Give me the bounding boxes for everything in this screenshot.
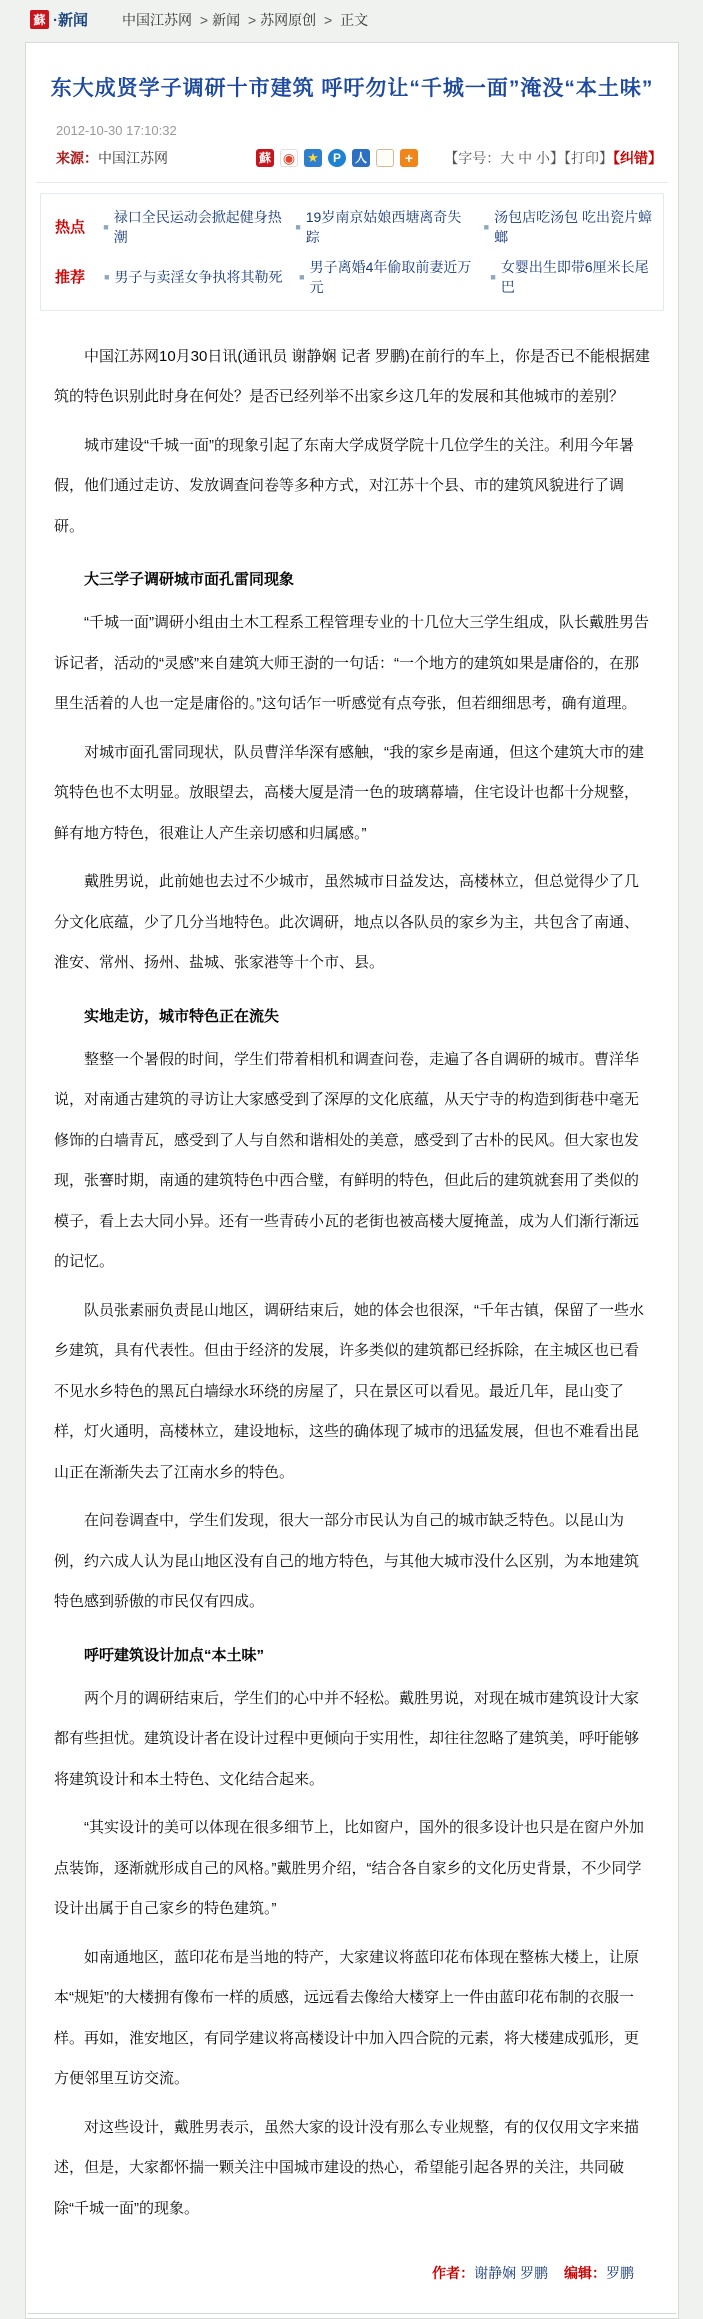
hot-link xyxy=(299,257,480,297)
hot-links-box xyxy=(40,193,664,311)
breadcrumb-separator: > xyxy=(199,11,209,28)
paragraph: 在问卷调查中，学生们发现，很大一部分市民认为自己的城市缺乏特色。以昆山为例，约六成人认为昆山地区没有自己的地方特色，与其他大城市没什么区别，为本地建筑特色感到骄傲的市民仅有四成。 xyxy=(54,1512,640,1610)
paragraph: “其实设计的美可以体现在很多细节上，比如窗户，国外的很多设计也只是在窗户外加点装饰，逐渐就形成自己的风格。”戴胜男介绍，“结合各自家乡的文化历史背景，不少同学设计出属于自己家乡的特色建筑。” xyxy=(54,1819,644,1917)
bullet-icon: ■ xyxy=(103,221,109,232)
article-credits xyxy=(26,2237,678,2313)
top-navigation-bar xyxy=(0,0,703,36)
editor-value: 罗鹏 xyxy=(606,2265,634,2281)
hot-link xyxy=(295,207,473,247)
share-toolbar xyxy=(256,149,418,167)
hot-row xyxy=(55,202,663,252)
source-info xyxy=(56,148,168,168)
su-logo-icon[interactable]: 蘇 xyxy=(30,10,49,29)
hot-link xyxy=(103,207,285,247)
source-label: 来源： xyxy=(56,149,98,166)
paragraph: 整整一个暑假的时间，学生们带着相机和调查问卷，走遍了各自调研的城市。曹洋华说，对南通古建筑的寻访让大家感受到了深厚的文化底蕴，从天宁寺的构造到街巷中毫无修饰的白墙青瓦，感受到了人与自然和谐相处的美意，感受到了古朴的民风。但大家也发现，张謇时期，南通的建筑特色中西合璧，有鲜明的特色，但此后的建筑就套用了类似的模子，看上去大同小异。还有一些青砖小瓦的老街也被高楼大厦掩盖，成为人们渐行渐远的记忆。 xyxy=(54,1050,640,1270)
article-body xyxy=(26,317,678,2230)
paragraph: 两个月的调研结束后，学生们的心中并不轻松。戴胜男说，对现在城市建筑设计大家都有些担忧。建筑设计者在设计过程中更倾向于实用性，却往往忽略了建筑美，呼吁能够将建筑设计和本土特色、文化结合起来。 xyxy=(54,1689,640,1788)
section-heading: 实地走访，城市特色正在流失 xyxy=(84,1007,280,1025)
page-tools xyxy=(444,148,662,168)
bullet-icon: ■ xyxy=(490,271,496,282)
hot-link xyxy=(484,207,653,247)
paragraph: 城市建设“千城一面”的现象引起了东南大学成贤学院十几位学生的关注。利用今年暑假，他们通过走访、发放调查问卷等多种方式，对江苏十个县、市的建筑风貌进行了调研。 xyxy=(54,436,634,535)
hot-link-text[interactable]: 女婴出生即带6厘米长尾巴 xyxy=(500,258,649,295)
hot-link-text[interactable]: 19岁南京姑娘西塘离奇失踪 xyxy=(305,208,462,245)
font-size-tool[interactable]: 【字号：大 中 小】 xyxy=(444,149,564,166)
recommend-label: 推荐 xyxy=(55,269,86,286)
paragraph: 对这些设计，戴胜男表示，虽然大家的设计没有那么专业规整，有的仅仅用文字来描述，但是，大家都怀揣一颗关注中国城市建设的热心，希望能引起各界的关注，共同破除“千城一面”的现象。 xyxy=(54,2118,640,2217)
more-share-icon[interactable]: + xyxy=(400,149,418,167)
breadcrumb-item-current: 正文 xyxy=(340,11,369,28)
hot-link-text[interactable]: 男子与卖淫女争执将其勒死 xyxy=(114,268,283,285)
editor-label: 编辑： xyxy=(564,2265,606,2281)
source-value: 中国江苏网 xyxy=(98,149,168,166)
recommend-row xyxy=(55,252,663,302)
author-value: 谢静娴 罗鹏 xyxy=(474,2265,548,2281)
breadcrumb xyxy=(122,10,368,30)
publish-date: 2012-10-30 17:10:32 xyxy=(56,122,177,138)
hot-label: 热点 xyxy=(55,219,86,236)
paragraph: 队员张素丽负责昆山地区，调研结束后，她的体会也很深，“千年古镇，保留了一些水乡建筑，具有代表性。但由于经济的发展，许多类似的建筑都已经拆除，在主城区也已看不见水乡特色的黑瓦白墙绿水环绕的房屋了，只在景区可以看见。最近几年，昆山变了样，灯火通明，高楼林立，建设地标，这些的确体现了城市的迅猛发展，但也不难看出昆山正在渐渐失去了江南水乡的特色。 xyxy=(54,1301,644,1481)
hot-link-text[interactable]: 禄口全民运动会掀起健身热潮 xyxy=(113,208,282,245)
breadcrumb-separator: > xyxy=(247,11,257,28)
section-heading: 呼吁建筑设计加点“本土味” xyxy=(84,1646,265,1664)
pengyou-icon[interactable]: P xyxy=(328,149,346,167)
paragraph: “千城一面”调研小组由土木工程系工程管理专业的十几位大三学生组成，队长戴胜男告诉记者，活动的“灵感”来自建筑大师王澍的一句话：“一个地方的建筑如果是庸俗的，在那里生活着的人也一定是庸俗的。”这句话乍一听感觉有点夸张，但若细细思考，确有道理。 xyxy=(54,614,649,712)
article-container xyxy=(25,42,679,2319)
breadcrumb-item-home[interactable]: 中国江苏网 xyxy=(122,11,192,28)
breadcrumb-item-original[interactable]: 苏网原创 xyxy=(260,11,317,28)
bullet-icon: ■ xyxy=(104,271,110,282)
paragraph: 对城市面孔雷同现状，队员曹洋华深有感触，“我的家乡是南通，但这个建筑大市的建筑特色也不太明显。放眼望去，高楼大厦是清一色的玻璃幕墙，住宅设计也都十分规整，鲜有地方特色，很难让人产生亲切感和归属感。” xyxy=(54,743,644,842)
su-share-icon[interactable]: 蘇 xyxy=(256,149,274,167)
hot-link-text[interactable]: 男子离婚4年偷取前妻近万元 xyxy=(309,258,472,295)
breadcrumb-separator: > xyxy=(324,11,333,28)
print-button[interactable]: 【打印】 xyxy=(564,149,613,166)
site-section-label[interactable]: ·新闻 xyxy=(53,12,88,29)
paragraph: 如南通地区，蓝印花布是当地的特产，大家建议将蓝印花布体现在整栋大楼上，让原本“规矩”的大楼拥有像布一样的质感，远远看去像给大楼穿上一件由蓝印花布制的衣服一样。再如，淮安地区，有同学建议将高楼设计中加入四合院的元素，将大楼建成弧形，更方便邻里互访交流。 xyxy=(54,1948,640,2087)
bullet-icon: ■ xyxy=(483,221,490,232)
error-report-button[interactable]: 【纠错】 xyxy=(613,149,662,166)
article-meta-row xyxy=(26,138,678,182)
breadcrumb-item-news[interactable]: 新闻 xyxy=(212,11,241,28)
hot-link-text[interactable]: 汤包店吃汤包 吃出瓷片蟑螂 xyxy=(494,208,652,245)
bottom-divider xyxy=(28,2313,676,2314)
page-title: 东大成贤学子调研十市建筑 呼吁勿让“千城一面”淹没“本土味” xyxy=(50,77,654,100)
section-heading: 大三学子调研城市面孔雷同现象 xyxy=(84,571,295,588)
paragraph: 中国江苏网10月30日讯(通讯员 谢静娴 记者 罗鹏)在前行的车上，你是否已不能根据建筑的特色识别此时身在何处？是否已经列举不出家乡这几年的发展和其他城市的差别？ xyxy=(54,347,650,405)
hot-link xyxy=(104,267,289,287)
qzone-icon[interactable]: ★ xyxy=(304,149,322,167)
bullet-icon: ■ xyxy=(299,271,305,282)
paragraph: 戴胜男说，此前她也去过不少城市，虽然城市日益发达，高楼林立，但总觉得少了几分文化底蕴，少了几分当地特色。此次调研，地点以各队员的家乡为主，共包含了南通、淮安、常州、扬州、盐城、张家港等十个市、县。 xyxy=(54,873,640,971)
copy-icon[interactable] xyxy=(376,149,394,167)
renren-icon[interactable]: 人 xyxy=(352,149,370,167)
hot-link xyxy=(490,257,653,297)
author-label: 作者： xyxy=(432,2265,475,2281)
meta-divider xyxy=(36,182,668,183)
bullet-icon: ■ xyxy=(295,221,301,232)
weibo-icon[interactable]: ◉ xyxy=(280,149,298,167)
